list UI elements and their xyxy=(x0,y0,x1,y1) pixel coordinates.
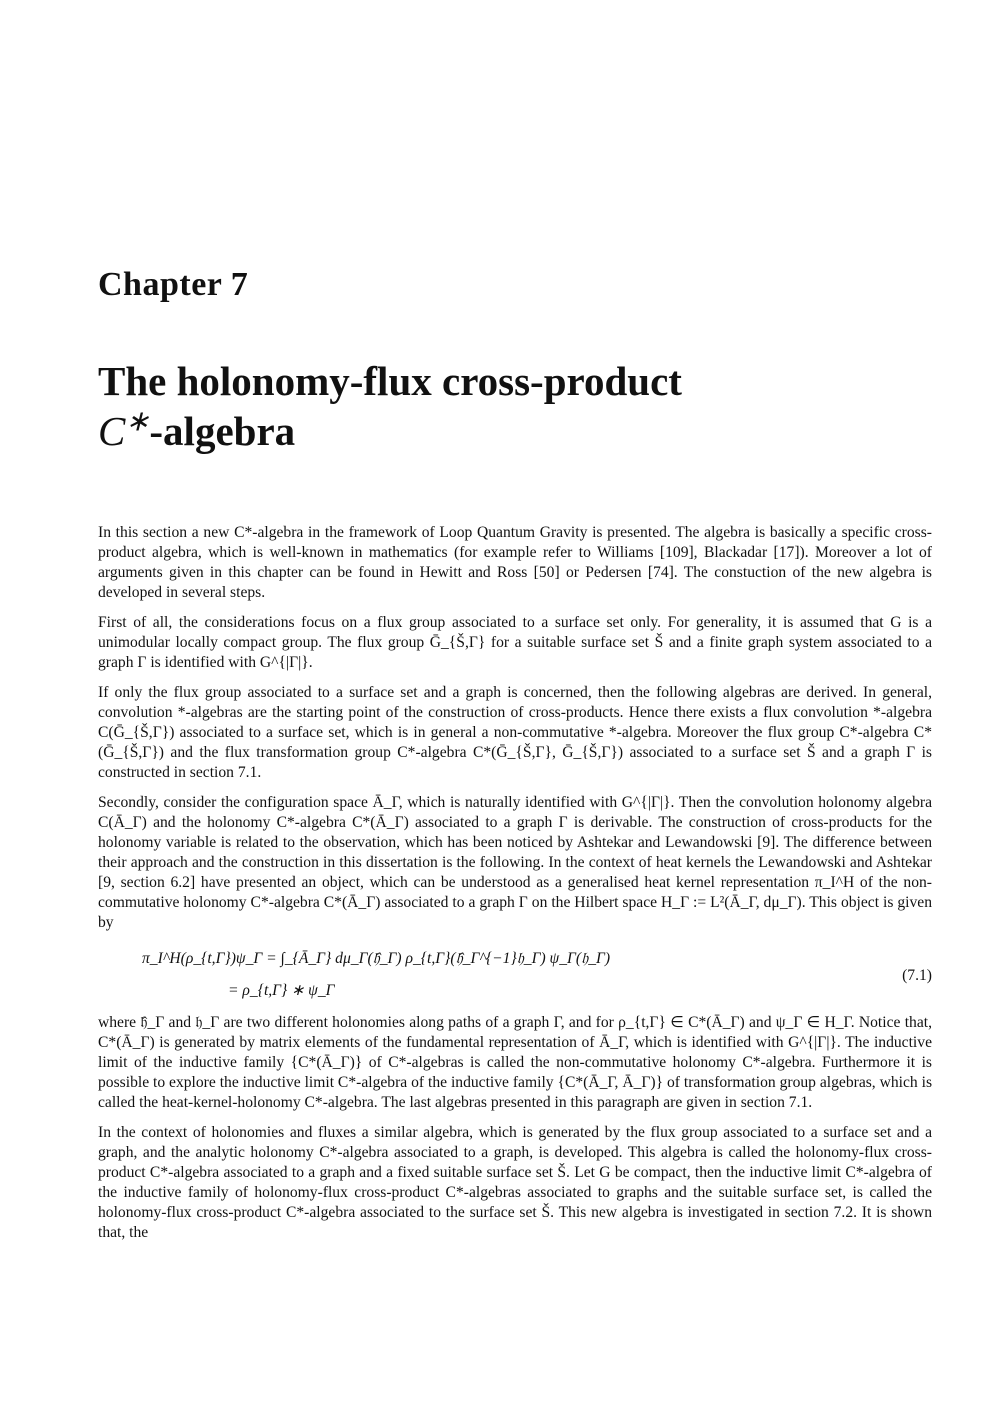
paragraph-flux-group: First of all, the considerations focus on a flux group associated to a surface set only. For generality, it is assumed that G is a unimodular locally compact group. The flux group Ḡ_{Š,Γ} for a suitable surface set Š and a finite graph system associated to a graph Γ is identified with G^{|Γ|}. xyxy=(98,613,932,672)
chapter-title xyxy=(98,356,918,456)
chapter-title-math: C xyxy=(98,408,126,454)
paragraph-holonomy-algebras: Secondly, consider the configuration space Ā_Γ, which is naturally identified with G^{|Γ|}. Then the convolution holonomy algebra C(Ā_Γ) and the holonomy C*-algebra C*(Ā_Γ) associated to a graph Γ is derivable. The construction of cross-products for the holonomy variable is related to the observation, which has been noticed by Ashtekar and Lewandowski [9]. The difference between their approach and the construction in this dissertation is the following. In the context of heat kernels the Lewandowski and Ashtekar [9, section 6.2] have presented an object, which can be understood as a generalised heat kernel representation π_I^H of the non-commutative holonomy C*-algebra C*(Ā_Γ) associated to a graph Γ on the Hilbert space H_Γ := L²(Ā_Γ, dμ_Γ). This object is given by xyxy=(98,793,932,932)
paragraph-flux-algebras: If only the flux group associated to a surface set and a graph is concerned, then the following algebras are derived. In general, convolution *-algebras are the starting point of the construction of cross-products. Hence there exists a flux convolution *-algebra C(Ḡ_{Š,Γ}) associated to a surface set, which is in general a non-commutative *-algebra. Moreover the flux group C*-algebra C*(Ḡ_{Š,Γ}) and the flux transformation group C*-algebra C*(Ḡ_{Š,Γ}, Ḡ_{Š,Γ}) associated to a surface set Š and a graph Γ is constructed in section 7.1. xyxy=(98,683,932,782)
paragraph-cross-product: In the context of holonomies and fluxes a similar algebra, which is generated by the flux group associated to a surface set and a graph, and the analytic holonomy C*-algebra associated to a graph, is developed. This algebra is called the holonomy-flux cross-product C*-algebra associated to a graph and a fixed suitable surface set Š. Let G be compact, then the inductive limit C*-algebra of the inductive family of holonomy-flux cross-product C*-algebras associated to graphs and the suitable surface set, is called the holonomy-flux cross-product C*-algebra associated to the surface set Š. This new algebra is investigated in section 7.2. It is shown that, the xyxy=(98,1123,932,1242)
equation-7-1 xyxy=(98,943,932,1003)
equation-line-1: π_I^H(ρ_{t,Γ})ψ_Γ = ∫_{Ā_Γ} dμ_Γ(𝔥̂_Γ) ρ_{t,Γ}(𝔥̂_Γ^{−1}𝔥_Γ) ψ_Γ(𝔥_Γ) xyxy=(142,949,611,967)
chapter-title-line1: The holonomy-flux cross-product xyxy=(98,358,682,404)
chapter-label: Chapter 7 xyxy=(98,266,249,303)
equation-line-2: = ρ_{t,Γ} ∗ ψ_Γ xyxy=(228,981,335,999)
chapter-title-star: ∗ xyxy=(125,405,150,438)
body-text xyxy=(98,523,932,1253)
chapter-title-line2-rest: -algebra xyxy=(149,408,296,454)
paragraph-heat-kernel: where 𝔥̂_Γ and 𝔥_Γ are two different holonomies along paths of a graph Γ, and for ρ_{t,Γ} ∈ C*(Ā_Γ) and ψ_Γ ∈ H_Γ. Notice that, C*(Ā_Γ) is generated by matrix elements of the fundamental representation of Ā_Γ, which is identified with G^{|Γ|}. The inductive limit of the inductive family {C*(Ā_Γ)} of C*-algebras is called the non-commutative holonomy C*-algebra. Furthermore it is possible to explore the inductive limit C*-algebra of the inductive family {C*(Ā_Γ, Ā_Γ)} of transformation group algebras, which is called the heat-kernel-holonomy C*-algebra. The last algebras presented in this paragraph are given in section 7.1. xyxy=(98,1013,933,1112)
paragraph-intro: In this section a new C*-algebra in the framework of Loop Quantum Gravity is presented. The algebra is basically a specific cross-product algebra, which is well-known in mathematics (for example refer to Williams [109], Blackadar [17]). Moreover a lot of arguments given in this chapter can be found in Hewitt and Ross [50] or Pedersen [74]. The constuction of the new algebra is developed in several steps. xyxy=(98,524,932,602)
equation-number: (7.1) xyxy=(902,966,932,984)
